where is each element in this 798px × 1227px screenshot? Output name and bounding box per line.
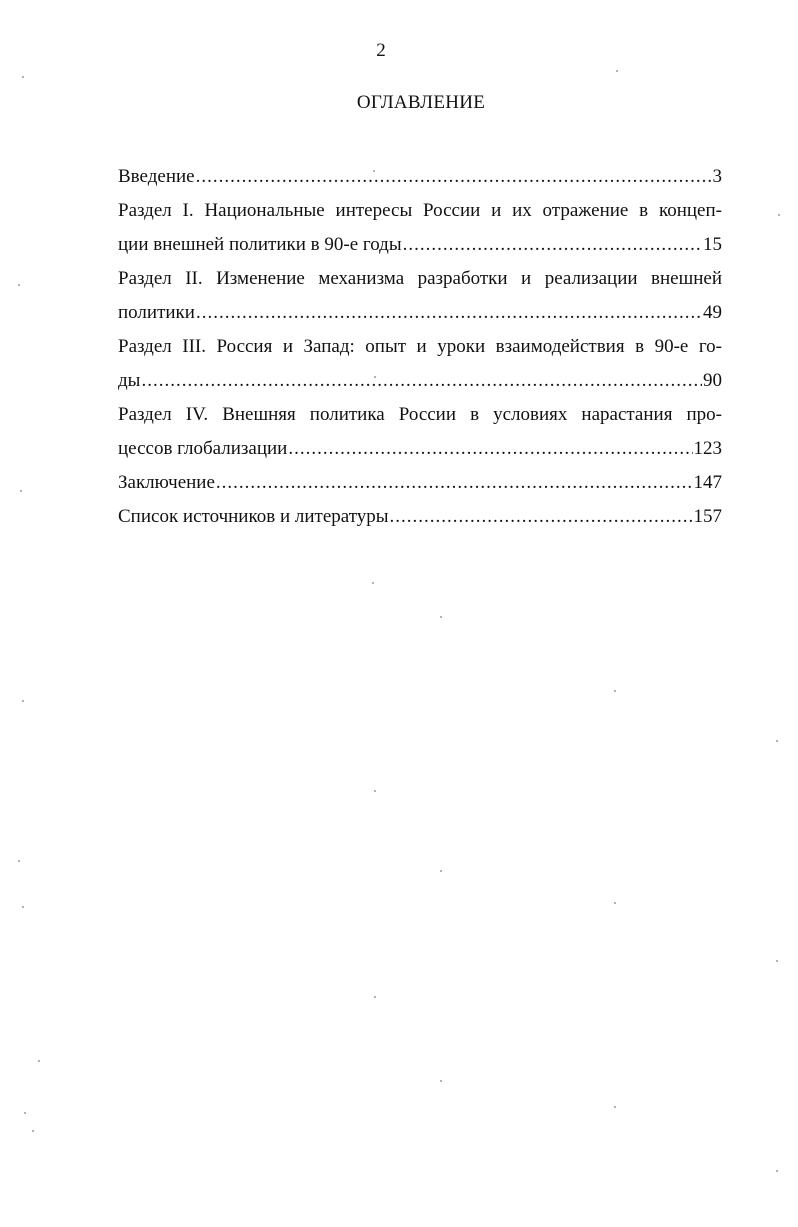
scan-speck	[22, 700, 24, 702]
dot-leader	[196, 296, 702, 330]
scan-speck	[18, 860, 20, 862]
toc-entry-section-2-line-1: Раздел II. Изменение механизма разработки и реализации внешней	[118, 268, 722, 289]
toc-entry-text: Список источников и литературы	[118, 506, 389, 527]
toc-entry-bibliography	[118, 500, 722, 534]
toc-entry-section-4-line-2	[118, 432, 722, 466]
scan-speck	[440, 616, 442, 618]
toc-entry-section-2-line-2	[118, 296, 722, 330]
toc-entry-page: 123	[693, 438, 722, 459]
toc-entry-page: 147	[693, 472, 722, 493]
dot-leader	[288, 432, 692, 466]
scan-speck	[778, 214, 780, 216]
scan-speck	[18, 284, 20, 286]
toc-entry-text: ды	[118, 370, 141, 391]
toc-entry-section-1-line-2	[118, 228, 722, 262]
scan-speck	[372, 582, 374, 584]
dot-leader	[390, 500, 693, 534]
scan-speck	[776, 740, 778, 742]
scan-speck	[776, 960, 778, 962]
toc-entry-introduction	[118, 160, 722, 194]
toc-entry-section-3-line-2	[118, 364, 722, 398]
table-of-contents	[118, 160, 722, 534]
scan-speck	[24, 1112, 26, 1114]
scan-speck	[440, 1080, 442, 1082]
toc-entry-text: политики	[118, 302, 195, 323]
scan-speck	[20, 490, 22, 492]
scan-speck	[616, 70, 618, 72]
toc-title: ОГЛАВЛЕНИЕ	[356, 92, 486, 113]
scan-speck	[373, 170, 375, 172]
scan-speck	[440, 870, 442, 872]
scan-speck	[776, 1170, 778, 1172]
toc-entry-conclusion	[118, 466, 722, 500]
scan-speck	[22, 76, 24, 78]
toc-entry-page: 49	[703, 302, 722, 323]
scan-speck	[38, 1060, 40, 1062]
scan-speck	[614, 902, 616, 904]
page-number: 2	[376, 40, 386, 61]
scan-speck	[22, 906, 24, 908]
scan-speck	[374, 790, 376, 792]
toc-entry-text: цессов глобализации	[118, 438, 288, 459]
scan-speck	[374, 376, 376, 378]
toc-entry-page: 3	[712, 166, 722, 187]
toc-entry-page: 90	[703, 370, 722, 391]
toc-entry-section-4-line-1: Раздел IV. Внешняя политика России в условиях нарастания про-	[118, 404, 722, 425]
toc-entry-text: Заключение	[118, 472, 215, 493]
dot-leader	[141, 364, 702, 398]
toc-entry-section-3-line-1: Раздел III. Россия и Запад: опыт и уроки взаимодействия в 90-е го-	[118, 336, 722, 357]
toc-entry-section-1-line-1: Раздел I. Национальные интересы России и их отражение в концеп-	[118, 200, 722, 221]
toc-entry-page: 157	[693, 506, 722, 527]
toc-entry-text: ции внешней политики в 90-е годы	[118, 234, 402, 255]
scan-speck	[614, 1106, 616, 1108]
scan-speck	[614, 690, 616, 692]
toc-entry-page: 15	[703, 234, 722, 255]
dot-leader	[196, 160, 712, 194]
scan-speck	[374, 996, 376, 998]
dot-leader	[216, 466, 693, 500]
scan-speck	[32, 1130, 34, 1132]
toc-entry-text: Введение	[118, 166, 195, 187]
dot-leader	[403, 228, 702, 262]
